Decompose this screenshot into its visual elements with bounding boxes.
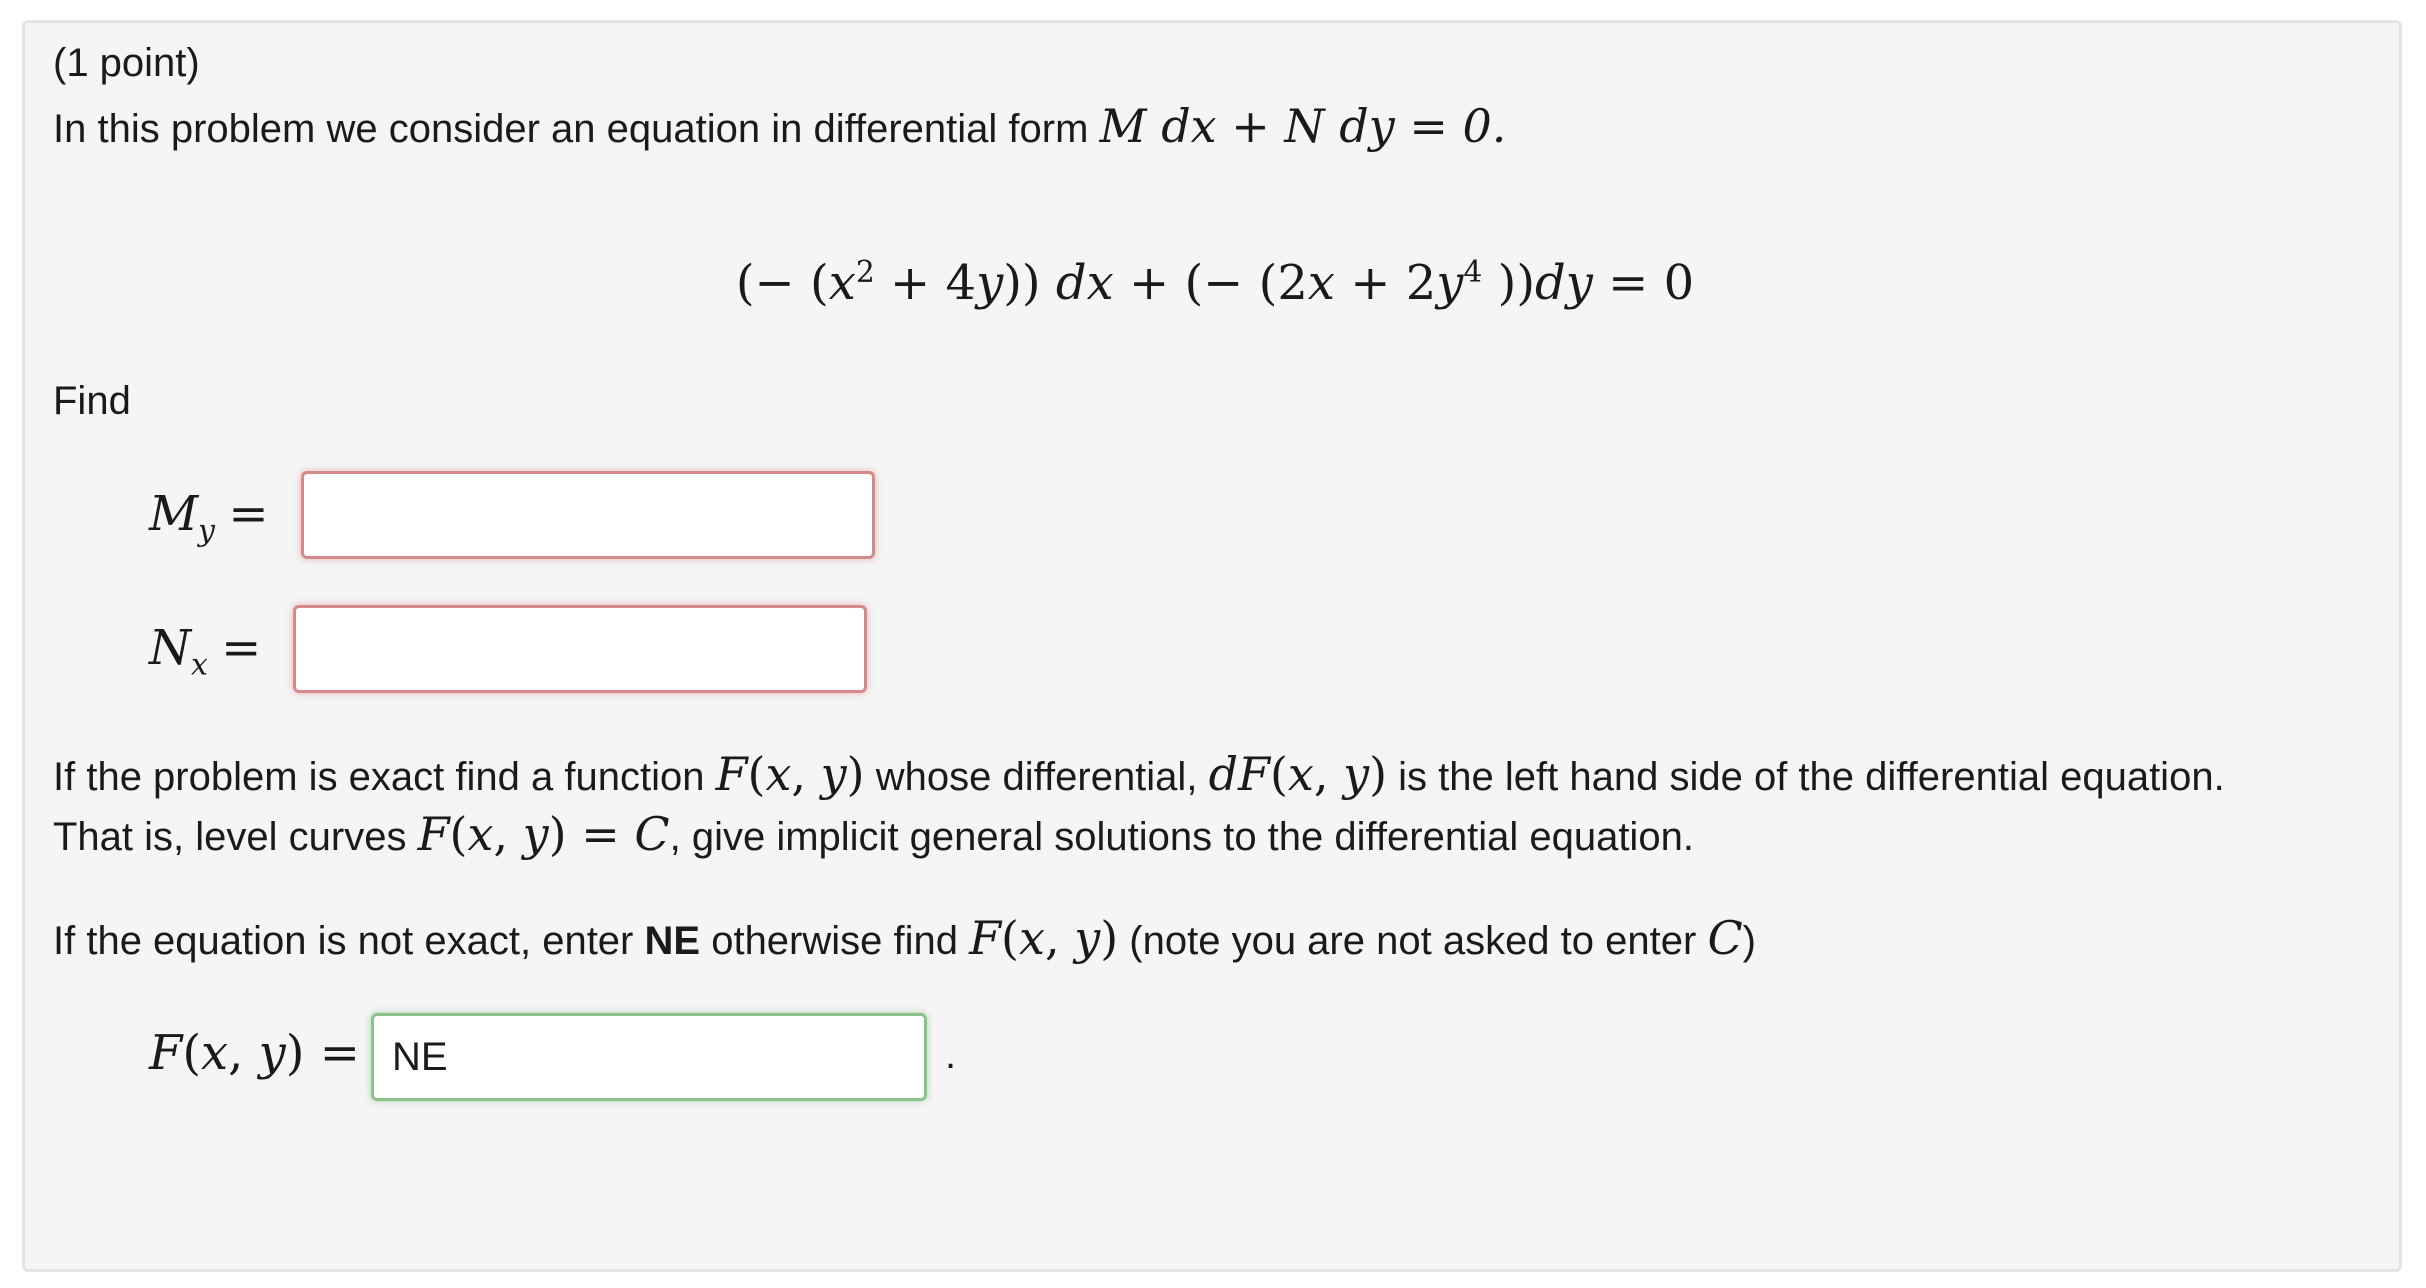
exact-paragraph-line-1: If the problem is exact find a function F(x, y) whose differential, dF(x, y) is the left hand side of the differential equation. (53, 747, 2225, 801)
F-answer-input[interactable] (371, 1013, 927, 1101)
my-answer-input[interactable] (301, 471, 875, 559)
intro-math: M dx + N dy = 0. (1099, 99, 1507, 153)
my-label: $M_y$ = (149, 486, 269, 549)
ne-paragraph: If the equation is not exact, enter NE otherwise find F(x, y) (note you are not asked to enter C) (53, 911, 1756, 965)
problem-panel (22, 20, 2402, 1272)
F-label: F(x, y) = (149, 1025, 360, 1081)
exact-paragraph-line-2: That is, level curves F(x, y) = C, give implicit general solutions to the differential equation. (53, 807, 1694, 861)
differential-equation: (− $(x^2 + 4y)$) dx + (− ($2x + 2y^4$ ))dy = 0 (735, 255, 1695, 311)
intro-text: In this problem we consider an equation in differential form (53, 107, 1089, 151)
trailing-period: . (945, 1033, 957, 1077)
find-label: Find (53, 379, 131, 423)
nx-label: $N_x$ = (149, 620, 262, 683)
points-label: (1 point) (53, 41, 200, 85)
intro-line (53, 99, 1507, 153)
nx-answer-input[interactable] (293, 605, 867, 693)
